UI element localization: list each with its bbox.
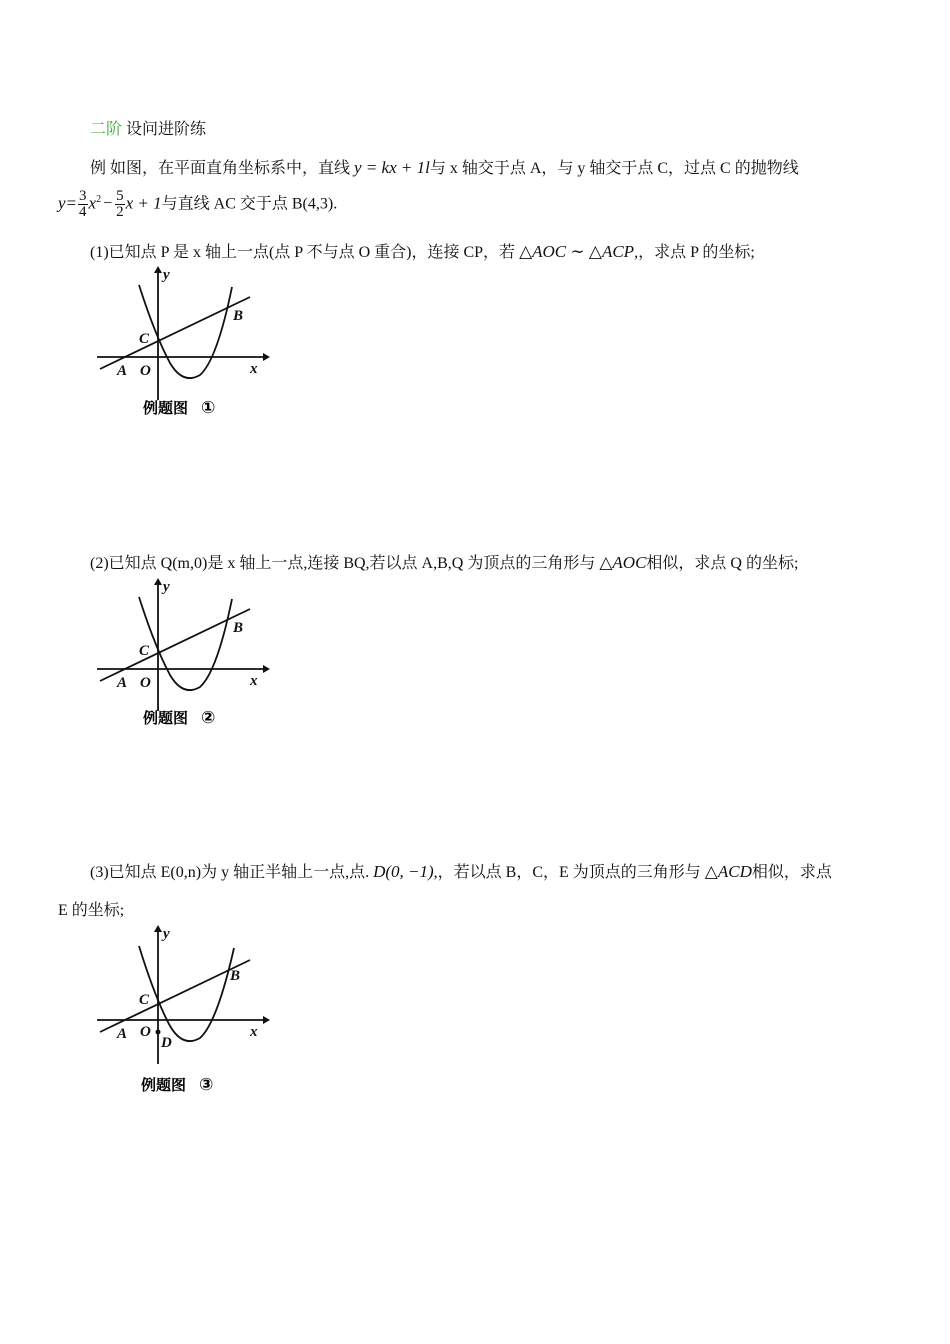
label-a: A (117, 1026, 128, 1042)
label-y: y (163, 926, 170, 942)
line-equation: y = kx + 1l (354, 158, 430, 177)
section-level: 二阶 (90, 121, 123, 138)
term-x-plus-1: x + 1 (125, 193, 162, 213)
figure-number: ③ (199, 1075, 214, 1095)
point-d (156, 1030, 161, 1035)
y-axis-arrow (154, 925, 162, 932)
label-b: B (233, 620, 244, 636)
section-heading (90, 120, 206, 140)
parabola (139, 597, 232, 690)
example-intro-a: 例 如图，在平面直角坐标系中，直线 (90, 160, 351, 177)
figure-caption: 例题图 (143, 709, 189, 727)
section-title: 设问进阶练 (126, 121, 207, 138)
q3-math-acd: △ACD (704, 862, 752, 881)
parabola (139, 285, 232, 378)
label-c: C (139, 643, 150, 659)
label-x: x (250, 673, 258, 689)
example-line-2 (58, 182, 337, 222)
example-line-1 (90, 158, 799, 179)
line-ac (100, 960, 250, 1032)
label-o: O (140, 675, 151, 691)
label-a: A (117, 675, 128, 691)
figure-1 (95, 265, 270, 425)
parabola-y: y= (58, 193, 78, 213)
figure-number: ① (201, 398, 216, 418)
x-axis-arrow (263, 353, 270, 361)
figure-number: ② (201, 708, 216, 728)
fraction-5-2: $\frac{5}{2}$ (116, 188, 124, 221)
question-2: (2)已知点 Q(m,0)是 x 轴上一点,连接 BQ,若以点 A,B,Q 为顶点的三角形与 △AOC相似，求点 Q 的坐标; (90, 553, 799, 572)
label-b: B (233, 308, 244, 324)
parabola (139, 946, 234, 1041)
q2-math: △AOC (599, 553, 647, 572)
y-axis-arrow (154, 266, 162, 273)
label-o: O (140, 363, 151, 379)
x-axis-arrow (263, 1016, 270, 1024)
label-c: C (139, 331, 150, 347)
minus-sign: − (103, 195, 113, 213)
label-d: D (161, 1035, 172, 1051)
fraction-3-4: $\frac{3}{4}$ (79, 188, 87, 221)
x-axis-arrow (263, 665, 270, 673)
label-y: y (163, 267, 170, 283)
example-intro-b: 与 x 轴交于点 A，与 y 轴交于点 C，过点 C 的抛物线 (429, 160, 799, 177)
y-axis-arrow (154, 578, 162, 585)
figure-3 (95, 922, 270, 1097)
question-3-line-2: E 的坐标; (58, 902, 125, 919)
question-3: (3)已知点 E(0,n)为 y 轴正半轴上一点,点. D(0, −1),，若以点 B，C，E 为顶点的三角形与 △ACD相似，求点 (90, 862, 832, 881)
example-intro-c: 与直线 AC 交于点 B(4,3). (161, 195, 338, 213)
q1-math: △AOC ∼ △ACP (519, 242, 635, 261)
label-a: A (117, 363, 128, 379)
label-c: C (139, 992, 150, 1008)
figure-caption: 例题图 (143, 399, 189, 417)
term-x: x (88, 193, 97, 213)
label-x: x (250, 1024, 258, 1040)
label-x: x (250, 361, 258, 377)
q3-math-d: D(0, −1) (373, 862, 434, 881)
figure-2 (95, 575, 270, 735)
label-y: y (163, 579, 170, 595)
label-o: O (140, 1024, 151, 1040)
label-b: B (230, 968, 241, 984)
exponent-2: 2 (96, 194, 102, 205)
figure-caption: 例题图 (141, 1076, 187, 1094)
question-1: (1)已知点 P 是 x 轴上一点(点 P 不与点 O 重合)，连接 CP，若 △AOC ∼ △ACP,，求点 P 的坐标; (90, 242, 755, 261)
